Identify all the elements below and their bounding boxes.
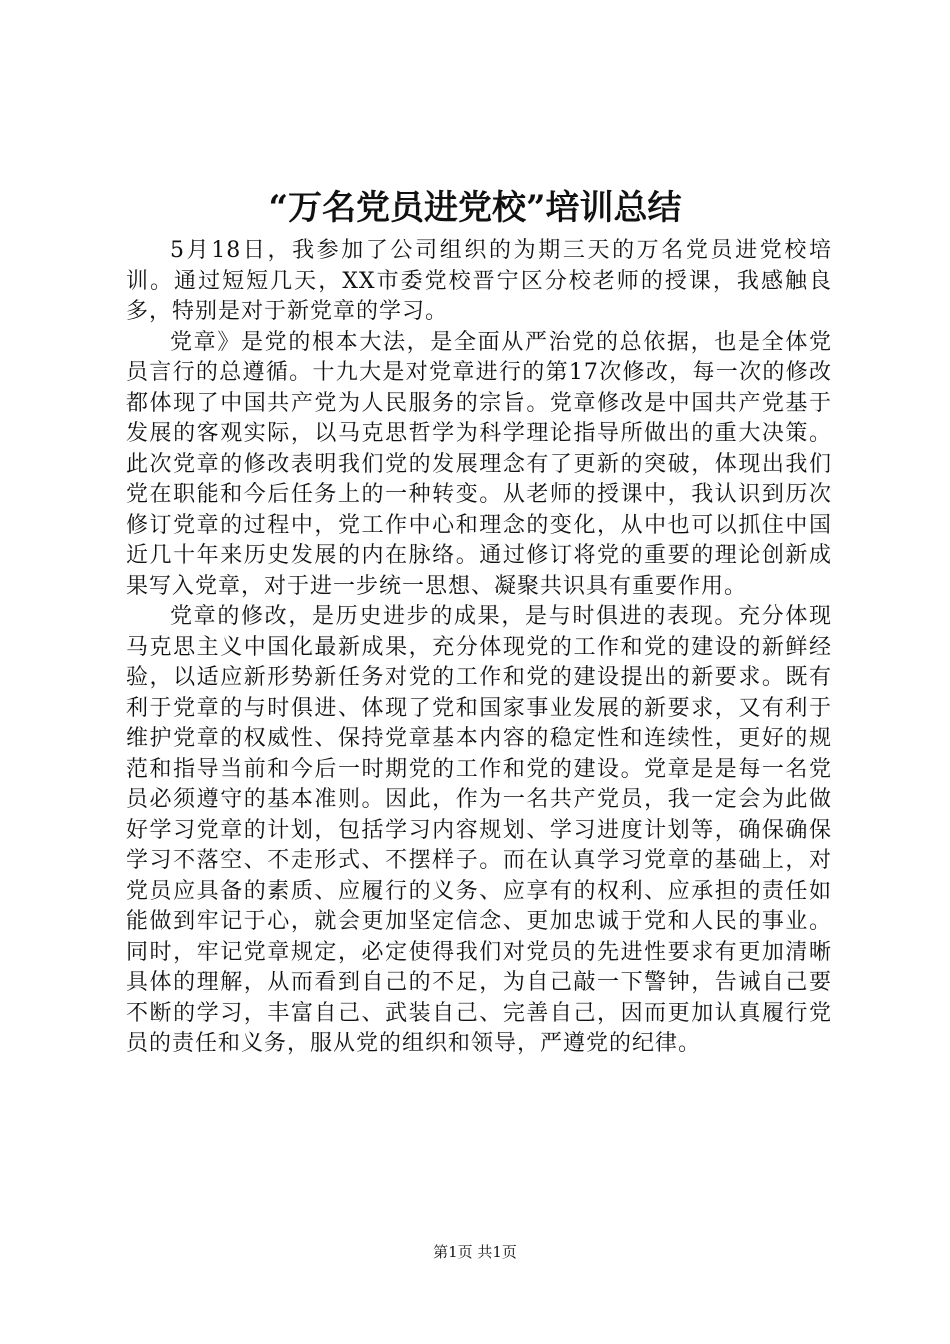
- paragraph-1: 5月18日，我参加了公司组织的为期三天的万名党员进党校培训。通过短短几天，XX市委党校晋宁区分校老师的授课，我感触良多，特别是对于新党章的学习。: [126, 238, 832, 324]
- paragraph-3: 党章的修改，是历史进步的成果，是与时俱进的表现。充分体现马克思主义中国化最新成果，充分体现党的工作和党的建设的新鲜经验，以适应新形势新任务对党的工作和党的建设提出的新要求。既有利于党章的与时俱进、体现了党和国家事业发展的新要求，又有利于维护党章的权威性、保持党章基本内容的稳定性和连续性，更好的规范和指导当前和今后一时期党的工作和党的建设。党章是是每一名党员必须遵守的基本准则。因此，作为一名共产党员，我一定会为此做好学习党章的计划，包括学习内容规划、学习进度计划等，确保确保学习不落空、不走形式、不摆样子。而在认真学习党章的基础上，对党员应具备的素质、应履行的义务、应享有的权利、应承担的责任如能做到牢记于心，就会更加坚定信念、更加忠诚于党和人民的事业。同时，牢记党章规定，必定使得我们对党员的先进性要求有更加清晰具体的理解，从而看到自己的不足，为自己敲一下警钟，告诫自己要不断的学习，丰富自己、武装自己、完善自己，因而更加认真履行党员的责任和义务，服从党的组织和领导，严遵党的纪律。: [126, 604, 832, 1056]
- document-body: [126, 236, 832, 1060]
- paragraph-2: 党章》是党的根本大法，是全面从严治党的总依据，也是全体党员言行的总遵循。十九大是对党章进行的第17次修改，每一次的修改都体现了中国共产党为人民服务的宗旨。党章修改是中国共产党基于发展的客观实际，以马克思哲学为科学理论指导所做出的重大决策。此次党章的修改表明我们党的发展理念有了更新的突破，体现出我们党在职能和今后任务上的一种转变。从老师的授课中，我认识到历次修订党章的过程中，党工作中心和理念的变化，从中也可以抓住中国近几十年来历史发展的内在脉络。通过修订将党的重要的理论创新成果写入党章，对于进一步统一思想、凝聚共识具有重要作用。: [126, 329, 832, 599]
- page-number-footer: 第1页 共1页: [433, 1243, 517, 1261]
- document-title: “万名党员进党校”培训总结: [268, 188, 682, 228]
